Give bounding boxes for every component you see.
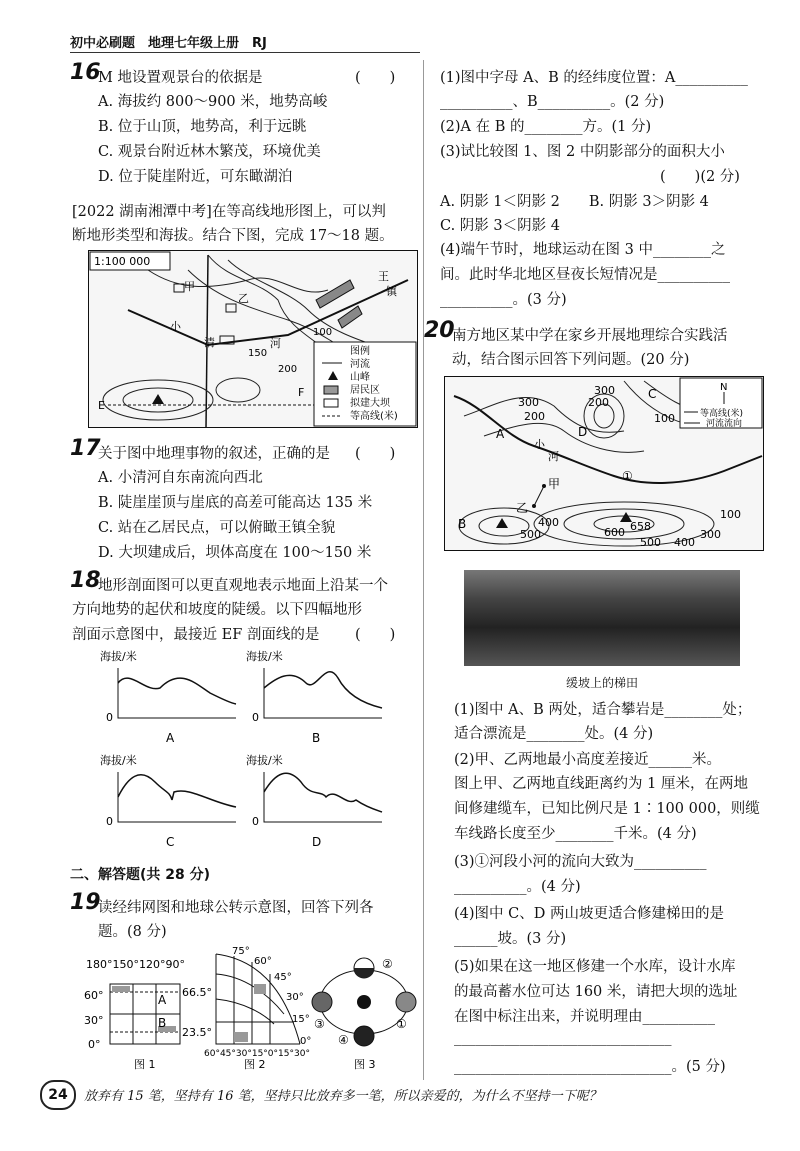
q20-answer-line6: 车线路长度至少________千米。(4 分) bbox=[454, 826, 697, 842]
svg-text:清: 清 bbox=[204, 336, 215, 349]
svg-text:0°: 0° bbox=[88, 1038, 101, 1051]
svg-text:河: 河 bbox=[270, 337, 281, 350]
svg-text:100: 100 bbox=[654, 412, 675, 425]
question-18-line2: 方向地势的起伏和坡度的陡缓。以下四幅地形 bbox=[72, 602, 362, 618]
svg-text:海拔/米: 海拔/米 bbox=[246, 754, 283, 767]
question-17-option-a: A. 小清河自东南流向西北 bbox=[98, 470, 263, 486]
svg-text:658: 658 bbox=[630, 520, 651, 533]
q20-answer-line9: (4)图中 C、D 两山坡更适合修建梯田的是 bbox=[454, 906, 724, 922]
header-rule bbox=[70, 52, 420, 53]
q20-answer-line15: ______________________________。(5 分) bbox=[454, 1059, 726, 1075]
question-19-number: 19 bbox=[70, 890, 101, 915]
svg-text:乙: 乙 bbox=[516, 501, 529, 515]
q19-right-line9: 间。此时华北地区昼夜长短情况是__________ bbox=[440, 267, 730, 283]
svg-text:甲: 甲 bbox=[184, 280, 195, 293]
svg-text:①: ① bbox=[396, 1017, 407, 1031]
svg-text:0: 0 bbox=[252, 711, 259, 724]
question-17-option-b: B. 陡崖崖顶与崖底的高差可能高达 135 米 bbox=[98, 495, 373, 511]
question-17-number: 17 bbox=[70, 436, 101, 461]
q20-answer-line4: 图上甲、乙两地直线距离约为 1 厘米，在两地 bbox=[454, 776, 748, 792]
svg-text:300: 300 bbox=[700, 528, 721, 541]
svg-text:B: B bbox=[158, 1016, 167, 1030]
earth-orbit-diagram bbox=[310, 944, 418, 1074]
svg-text:拟建大坝: 拟建大坝 bbox=[350, 398, 390, 409]
q19-right-line3: (2)A 在 B 的________方。(1 分) bbox=[440, 119, 652, 135]
svg-text:400: 400 bbox=[674, 536, 695, 549]
q20-answer-line1: (1)图中 A、B 两处，适合攀岩是________处； bbox=[454, 702, 752, 718]
svg-text:河流流向: 河流流向 bbox=[706, 419, 743, 429]
svg-text:①: ① bbox=[622, 469, 633, 483]
page-number: 24 bbox=[40, 1080, 76, 1110]
svg-text:180°150°120°90°: 180°150°120°90° bbox=[86, 958, 185, 971]
column-divider bbox=[423, 60, 424, 1080]
svg-text:A: A bbox=[158, 993, 167, 1007]
svg-text:60°45°30°15°0°15°30°: 60°45°30°15°0°15°30° bbox=[204, 1049, 310, 1059]
svg-text:300: 300 bbox=[518, 396, 539, 409]
svg-text:500: 500 bbox=[520, 528, 541, 541]
svg-text:200: 200 bbox=[278, 364, 298, 375]
svg-text:60°: 60° bbox=[254, 956, 272, 967]
question-17-option-d: D. 大坝建成后，坝体高度在 100～150 米 bbox=[98, 545, 372, 561]
svg-text:200: 200 bbox=[524, 410, 545, 423]
svg-text:400: 400 bbox=[538, 516, 559, 529]
q19-right-line2: __________、B__________。(2 分) bbox=[440, 94, 665, 110]
svg-text:图 1: 图 1 bbox=[134, 1058, 156, 1071]
svg-text:300: 300 bbox=[594, 384, 615, 397]
svg-text:山峰: 山峰 bbox=[350, 372, 370, 383]
svg-text:15°: 15° bbox=[292, 1014, 310, 1025]
q20-answer-line11: (5)如果在这一地区修建一个水库，设计水库 bbox=[454, 959, 736, 975]
map1-scale: 1:100 000 bbox=[94, 255, 151, 268]
q20-answer-line12: 的最高蓄水位可达 160 米，请把大坝的选址 bbox=[454, 984, 738, 1000]
svg-text:乙: 乙 bbox=[238, 292, 249, 305]
svg-text:C: C bbox=[648, 387, 657, 401]
question-16-option-c: C. 观景台附近林木繁茂，环境优美 bbox=[98, 144, 321, 160]
svg-text:海拔/米: 海拔/米 bbox=[246, 650, 283, 663]
svg-text:45°: 45° bbox=[274, 972, 292, 983]
q19-right-line1: (1)图中字母 A、B 的经纬度位置：A__________ bbox=[440, 70, 748, 86]
question-19-line2: 题。(8 分) bbox=[98, 924, 167, 940]
svg-text:小: 小 bbox=[534, 438, 545, 451]
question-20-line1: 南方地区某中学在家乡开展地理综合实践活 bbox=[452, 328, 728, 344]
svg-text:0: 0 bbox=[106, 815, 113, 828]
svg-text:100: 100 bbox=[720, 508, 741, 521]
contour-map-2 bbox=[444, 376, 764, 551]
svg-text:甲: 甲 bbox=[548, 477, 561, 491]
svg-text:A: A bbox=[166, 731, 175, 745]
q20-answer-line8: __________。(4 分) bbox=[454, 879, 581, 895]
svg-text:②: ② bbox=[382, 957, 393, 971]
question-16-number: 16 bbox=[70, 60, 101, 85]
svg-text:100: 100 bbox=[313, 327, 333, 338]
svg-text:200: 200 bbox=[588, 396, 609, 409]
svg-text:④: ④ bbox=[338, 1033, 349, 1047]
photo-caption: 缓坡上的梯田 bbox=[565, 676, 638, 690]
question-17-blank: ( ) bbox=[355, 446, 396, 462]
latitude-longitude-grid-1 bbox=[82, 944, 212, 1074]
q19-right-line8: (4)端午节时，地球运动在图 3 中________之 bbox=[440, 242, 726, 258]
svg-text:60°: 60° bbox=[84, 989, 104, 1002]
svg-text:A: A bbox=[496, 427, 505, 441]
question-18-line1: 地形剖面图可以更直观地表示地面上沿某一个 bbox=[98, 578, 388, 594]
svg-text:30°: 30° bbox=[84, 1014, 104, 1027]
q20-answer-line10: ______坡。(3 分) bbox=[454, 931, 567, 947]
question-19-line1: 读经纬网图和地球公转示意图，回答下列各 bbox=[98, 900, 374, 916]
q20-answer-line13: 在图中标注出来，并说明理由__________ bbox=[454, 1009, 715, 1025]
svg-text:图例: 图例 bbox=[350, 346, 370, 357]
question-18-blank: ( ) bbox=[355, 627, 396, 643]
svg-text:海拔/米: 海拔/米 bbox=[100, 650, 137, 663]
question-17-stem: 关于图中地理事物的叙述，正确的是 bbox=[98, 446, 330, 462]
svg-text:图 3: 图 3 bbox=[354, 1058, 376, 1071]
svg-text:河: 河 bbox=[548, 450, 559, 463]
svg-text:66.5°: 66.5° bbox=[182, 986, 212, 999]
latitude-longitude-grid-2 bbox=[204, 944, 314, 1074]
svg-text:③: ③ bbox=[314, 1017, 325, 1031]
svg-text:海拔/米: 海拔/米 bbox=[100, 754, 137, 767]
intro-17-line2: 断地形类型和海拔。结合下图，完成 17～18 题。 bbox=[72, 228, 394, 244]
q19-right-line5: ( )(2 分) bbox=[660, 169, 740, 185]
question-18-number: 18 bbox=[70, 568, 101, 593]
q19-right-line7: C. 阴影 3＜阴影 4 bbox=[440, 218, 560, 234]
question-20-number: 20 bbox=[424, 318, 455, 343]
profile-a bbox=[100, 648, 240, 748]
intro-17-line1: [2022 湖南湘潭中考]在等高线地形图上，可以判 bbox=[72, 204, 386, 220]
svg-text:E: E bbox=[98, 399, 105, 412]
svg-text:0°: 0° bbox=[300, 1036, 312, 1047]
svg-text:23.5°: 23.5° bbox=[182, 1026, 212, 1039]
svg-text:30°: 30° bbox=[286, 992, 304, 1003]
question-16-stem: M 地设置观景台的依据是 bbox=[98, 70, 263, 86]
profile-d bbox=[246, 752, 386, 852]
q19-right-line4: (3)试比较图 1、图 2 中阴影部分的面积大小 bbox=[440, 144, 725, 160]
svg-text:500: 500 bbox=[640, 536, 661, 549]
svg-text:D: D bbox=[312, 835, 322, 849]
svg-text:F: F bbox=[298, 386, 305, 399]
svg-text:居民区: 居民区 bbox=[350, 385, 380, 396]
q20-answer-line2: 适合漂流是________处。(4 分) bbox=[454, 726, 654, 742]
svg-text:河流: 河流 bbox=[350, 359, 370, 370]
question-18-line3: 剖面示意图中，最接近 EF 剖面线的是 bbox=[72, 627, 320, 643]
question-16-option-b: B. 位于山顶，地势高，利于远眺 bbox=[98, 119, 307, 135]
svg-text:150: 150 bbox=[248, 348, 268, 359]
contour-map-1 bbox=[88, 250, 418, 428]
section-2-title: 二、解答题(共 28 分) bbox=[70, 867, 211, 883]
profile-c bbox=[100, 752, 240, 852]
svg-text:600: 600 bbox=[604, 526, 625, 539]
svg-text:75°: 75° bbox=[232, 946, 250, 957]
profile-b bbox=[246, 648, 386, 748]
svg-text:等高线(米): 等高线(米) bbox=[350, 411, 398, 422]
svg-text:镇: 镇 bbox=[386, 285, 397, 298]
question-16-option-a: A. 海拔约 800～900 米，地势高峻 bbox=[98, 94, 328, 110]
question-16-blank: ( ) bbox=[355, 70, 396, 86]
q20-answer-line14: ______________________________ bbox=[454, 1030, 672, 1046]
terraced-field-photo bbox=[464, 570, 740, 666]
svg-text:小: 小 bbox=[170, 320, 181, 333]
svg-text:0: 0 bbox=[106, 711, 113, 724]
question-16-option-d: D. 位于陡崖附近，可东瞰湖泊 bbox=[98, 169, 293, 185]
q19-right-line10: __________。(3 分) bbox=[440, 292, 567, 308]
page-header: 初中必刷题 地理七年级上册 RJ bbox=[70, 36, 267, 51]
svg-text:B: B bbox=[312, 731, 321, 745]
question-20-line2: 动，结合图示回答下列问题。(20 分) bbox=[452, 352, 690, 368]
q19-right-line6: A. 阴影 1＜阴影 2 B. 阴影 3＞阴影 4 bbox=[440, 194, 709, 210]
svg-text:D: D bbox=[578, 425, 588, 439]
svg-text:C: C bbox=[166, 835, 175, 849]
q20-answer-line3: (2)甲、乙两地最小高度差接近______米。 bbox=[454, 752, 722, 768]
svg-text:图 2: 图 2 bbox=[244, 1058, 266, 1071]
question-17-option-c: C. 站在乙居民点，可以俯瞰王镇全貌 bbox=[98, 520, 336, 536]
footer-motto: 放弃有 15 笔，坚持有 16 笔，坚持只比放弃多一笔，所以亲爱的，为什么不坚持一下呢？ bbox=[84, 1089, 602, 1104]
svg-text:等高线(米): 等高线(米) bbox=[700, 409, 744, 419]
svg-text:王: 王 bbox=[378, 270, 389, 283]
svg-text:N: N bbox=[720, 382, 728, 393]
q20-answer-line7: (3)①河段小河的流向大致为__________ bbox=[454, 854, 707, 870]
svg-text:B: B bbox=[458, 517, 467, 531]
q20-answer-line5: 间修建缆车，已知比例尺是 1∶100 000，则缆 bbox=[454, 801, 760, 817]
svg-text:0: 0 bbox=[252, 815, 259, 828]
